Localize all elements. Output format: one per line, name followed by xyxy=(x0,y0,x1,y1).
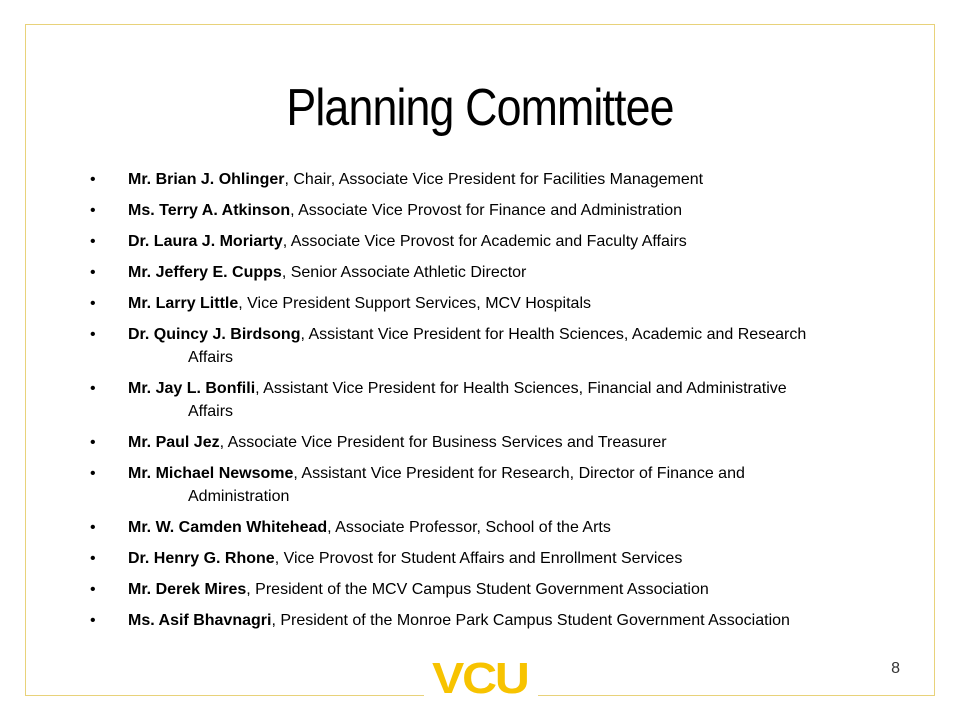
member-name: Mr. Larry Little xyxy=(128,295,239,312)
list-item: • Mr. Paul Jez, Associate Vice President for Business Services and Treasurer xyxy=(90,434,667,451)
list-item: • Mr. Derek Mires, President of the MCV Campus Student Government Association xyxy=(90,581,709,598)
member-name: Dr. Quincy J. Birdsong xyxy=(128,326,301,343)
member-role: , Associate Professor, School of the Arts xyxy=(327,519,611,536)
member-name: Mr. Derek Mires xyxy=(128,581,247,598)
member-name: Dr. Laura J. Moriarty xyxy=(128,233,283,250)
member-name: Dr. Henry G. Rhone xyxy=(128,550,275,567)
member-role-cont: Administration xyxy=(188,488,290,505)
member-role: , President of the MCV Campus Student Government Association xyxy=(246,581,709,598)
member-role: , Senior Associate Athletic Director xyxy=(281,264,527,281)
member-role: , Assistant Vice President for Research, Director of Finance and xyxy=(293,465,745,482)
member-role: , Associate Vice President for Business Services and Treasurer xyxy=(219,434,667,451)
member-role: , Associate Vice Provost for Academic and Faculty Affairs xyxy=(282,233,687,250)
member-role-cont: Affairs xyxy=(188,403,234,420)
member-role-cont: Affairs xyxy=(188,349,234,366)
member-name: Mr. Jeffery E. Cupps xyxy=(128,264,282,281)
member-name: Mr. Paul Jez xyxy=(128,434,220,451)
vcu-logo-text: VCU xyxy=(432,654,528,703)
list-item: • Mr. W. Camden Whitehead, Associate Professor, School of the Arts xyxy=(90,519,611,536)
member-role: , Chair, Associate Vice President for Facilities Management xyxy=(284,171,704,188)
member-list xyxy=(90,168,910,640)
page-number: 8 xyxy=(891,660,900,677)
member-role: , Associate Vice Provost for Finance and Administration xyxy=(290,202,683,219)
member-name: Mr. W. Camden Whitehead xyxy=(128,519,328,536)
list-item: • Mr. Larry Little, Vice President Support Services, MCV Hospitals xyxy=(90,295,591,312)
list-item: • Dr. Henry G. Rhone, Vice Provost for Student Affairs and Enrollment Services xyxy=(90,550,683,567)
member-name: Mr. Jay L. Bonfili xyxy=(128,380,256,397)
list-item: • Mr. Michael Newsome, Assistant Vice President for Research, Director of Finance and Administration xyxy=(90,462,910,508)
member-name: Mr. Michael Newsome xyxy=(128,465,294,482)
vcu-logo xyxy=(424,654,538,706)
list-item: • Ms. Asif Bhavnagri, President of the Monroe Park Campus Student Government Association xyxy=(90,612,790,629)
list-item: • Mr. Brian J. Ohlinger, Chair, Associate Vice President for Facilities Management xyxy=(90,171,704,188)
member-role: , Assistant Vice President for Health Sciences, Financial and Administrative xyxy=(255,380,787,397)
member-role: , Assistant Vice President for Health Sciences, Academic and Research xyxy=(300,326,807,343)
member-name: Mr. Brian J. Ohlinger xyxy=(128,171,285,188)
member-role: , Vice Provost for Student Affairs and Enrollment Services xyxy=(274,550,683,567)
list-item: • Ms. Terry A. Atkinson, Associate Vice Provost for Finance and Administration xyxy=(90,202,683,219)
list-item: • Mr. Jeffery E. Cupps, Senior Associate Athletic Director xyxy=(90,264,527,281)
list-item: • Mr. Jay L. Bonfili, Assistant Vice President for Health Sciences, Financial and Administrative Affairs xyxy=(90,377,910,423)
slide-title: Planning Committee xyxy=(286,79,674,137)
list-item: • Dr. Laura J. Moriarty, Associate Vice Provost for Academic and Faculty Affairs xyxy=(90,233,687,250)
list-item: • Dr. Quincy J. Birdsong, Assistant Vice President for Health Sciences, Academic and Research Affairs xyxy=(90,323,910,369)
member-name: Ms. Asif Bhavnagri xyxy=(128,612,272,629)
member-name: Ms. Terry A. Atkinson xyxy=(128,202,291,219)
member-role: , President of the Monroe Park Campus Student Government Association xyxy=(271,612,790,629)
member-role: , Vice President Support Services, MCV Hospitals xyxy=(238,295,591,312)
